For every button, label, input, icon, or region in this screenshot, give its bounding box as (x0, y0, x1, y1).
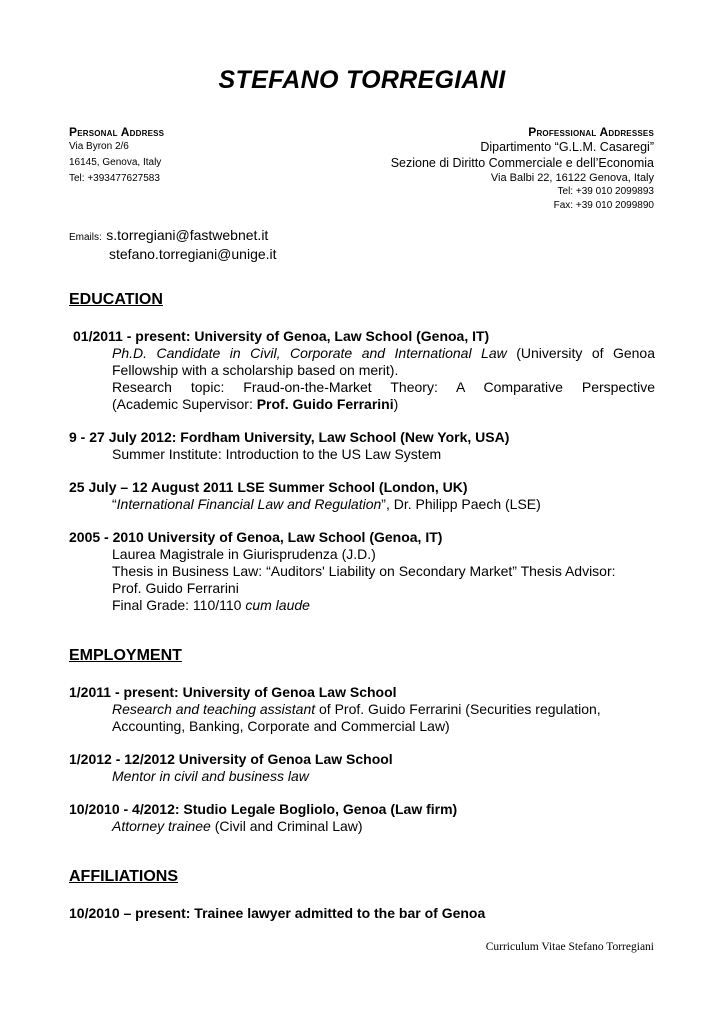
education-entry-lse (69, 479, 655, 513)
professional-department: Dipartimento “G.L.M. Casaregi” (480, 140, 654, 154)
personal-street: Via Byron 2/6 (69, 141, 129, 152)
professional-address (391, 125, 654, 213)
personal-city: 16145, Genova, Italy (69, 157, 162, 168)
professional-street: Via Balbi 22, 16122 Genova, Italy (490, 172, 654, 184)
entry-heading: 10/2010 - 4/2012: Studio Legale Bogliolo, Genoa (Law firm) (69, 801, 458, 817)
education-entry-fordham (69, 429, 655, 463)
employment-entry-mentor (69, 751, 655, 785)
employment-entry-assistant (69, 684, 655, 735)
affiliations-title: AFFILIATIONS (69, 868, 179, 885)
entry-heading: 10/2010 – present: Trainee lawyer admitted to the bar of Genoa (69, 905, 486, 921)
affiliations-entry-bar (69, 905, 655, 922)
page-footer: Curriculum Vitae Stefano Torregiani (485, 941, 654, 953)
personal-address (69, 125, 164, 187)
employment-entry-trainee (69, 801, 655, 835)
personal-phone: Tel: +393477627583 (69, 173, 160, 184)
entry-line: Accounting, Banking, Corporate and Commercial Law) (112, 718, 450, 734)
professional-phone: Tel: +39 010 2099893 (557, 186, 654, 197)
emails-block (69, 227, 277, 264)
entry-line: Mentor in civil and business law (112, 768, 309, 784)
personal-address-heading: Personal Address (69, 125, 165, 139)
entry-heading: 1/2011 - present: University of Genoa Law School (69, 684, 397, 700)
entry-line: Research and teaching assistant of Prof. Guido Ferrarini (Securities regulation, (112, 701, 601, 717)
entry-heading: 1/2012 - 12/2012 University of Genoa Law School (69, 751, 393, 767)
entry-line: Prof. Guido Ferrarini (112, 580, 239, 596)
entry-heading: 01/2011 - present: University of Genoa, Law School (Genoa, IT) (73, 328, 490, 344)
entry-line: Final Grade: 110/110 cum laude (112, 597, 310, 613)
entry-line: Research topic: Fraud-on-the-Market Theory: A Comparative Perspective (112, 379, 655, 395)
professional-address-heading: Professional Addresses (528, 125, 654, 139)
employment-title: EMPLOYMENT (69, 647, 182, 664)
entry-line: Ph.D. Candidate in Civil, Corporate and International Law (University of Genoa (112, 345, 655, 361)
entry-line: Thesis in Business Law: “Auditors' Liability on Secondary Market” Thesis Advisor: (112, 563, 616, 579)
entry-heading: 25 July – 12 August 2011 LSE Summer School (London, UK) (69, 479, 468, 495)
emails-label: Emails: (69, 232, 102, 243)
email-2-link[interactable]: stefano.torregiani@unige.it (109, 246, 277, 262)
entry-line: Laurea Magistrale in Giurisprudenza (J.D.) (112, 546, 376, 562)
professional-fax: Fax: +39 010 2099890 (553, 200, 654, 211)
education-entry-genoa-jd (69, 529, 655, 614)
entry-heading: 9 - 27 July 2012: Fordham University, Law School (New York, USA) (69, 429, 510, 445)
entry-line: “International Financial Law and Regulation”, Dr. Philipp Paech (LSE) (112, 496, 541, 512)
email-1-link[interactable]: s.torregiani@fastwebnet.it (106, 227, 269, 243)
education-title: EDUCATION (69, 291, 163, 308)
entry-line: Fellowship with a scholarship based on merit). (112, 362, 399, 378)
entry-line: Attorney trainee (Civil and Criminal Law) (112, 818, 363, 834)
professional-section: Sezione di Diritto Commerciale e dell’Economia (390, 156, 654, 170)
entry-heading: 2005 - 2010 University of Genoa, Law School (Genoa, IT) (69, 529, 443, 545)
education-entry-phd (69, 328, 655, 413)
entry-line: Summer Institute: Introduction to the US Law System (112, 446, 442, 462)
entry-line: (Academic Supervisor: Prof. Guido Ferrarini) (112, 396, 399, 412)
cv-name: STEFANO TORREGIANI (218, 66, 506, 94)
